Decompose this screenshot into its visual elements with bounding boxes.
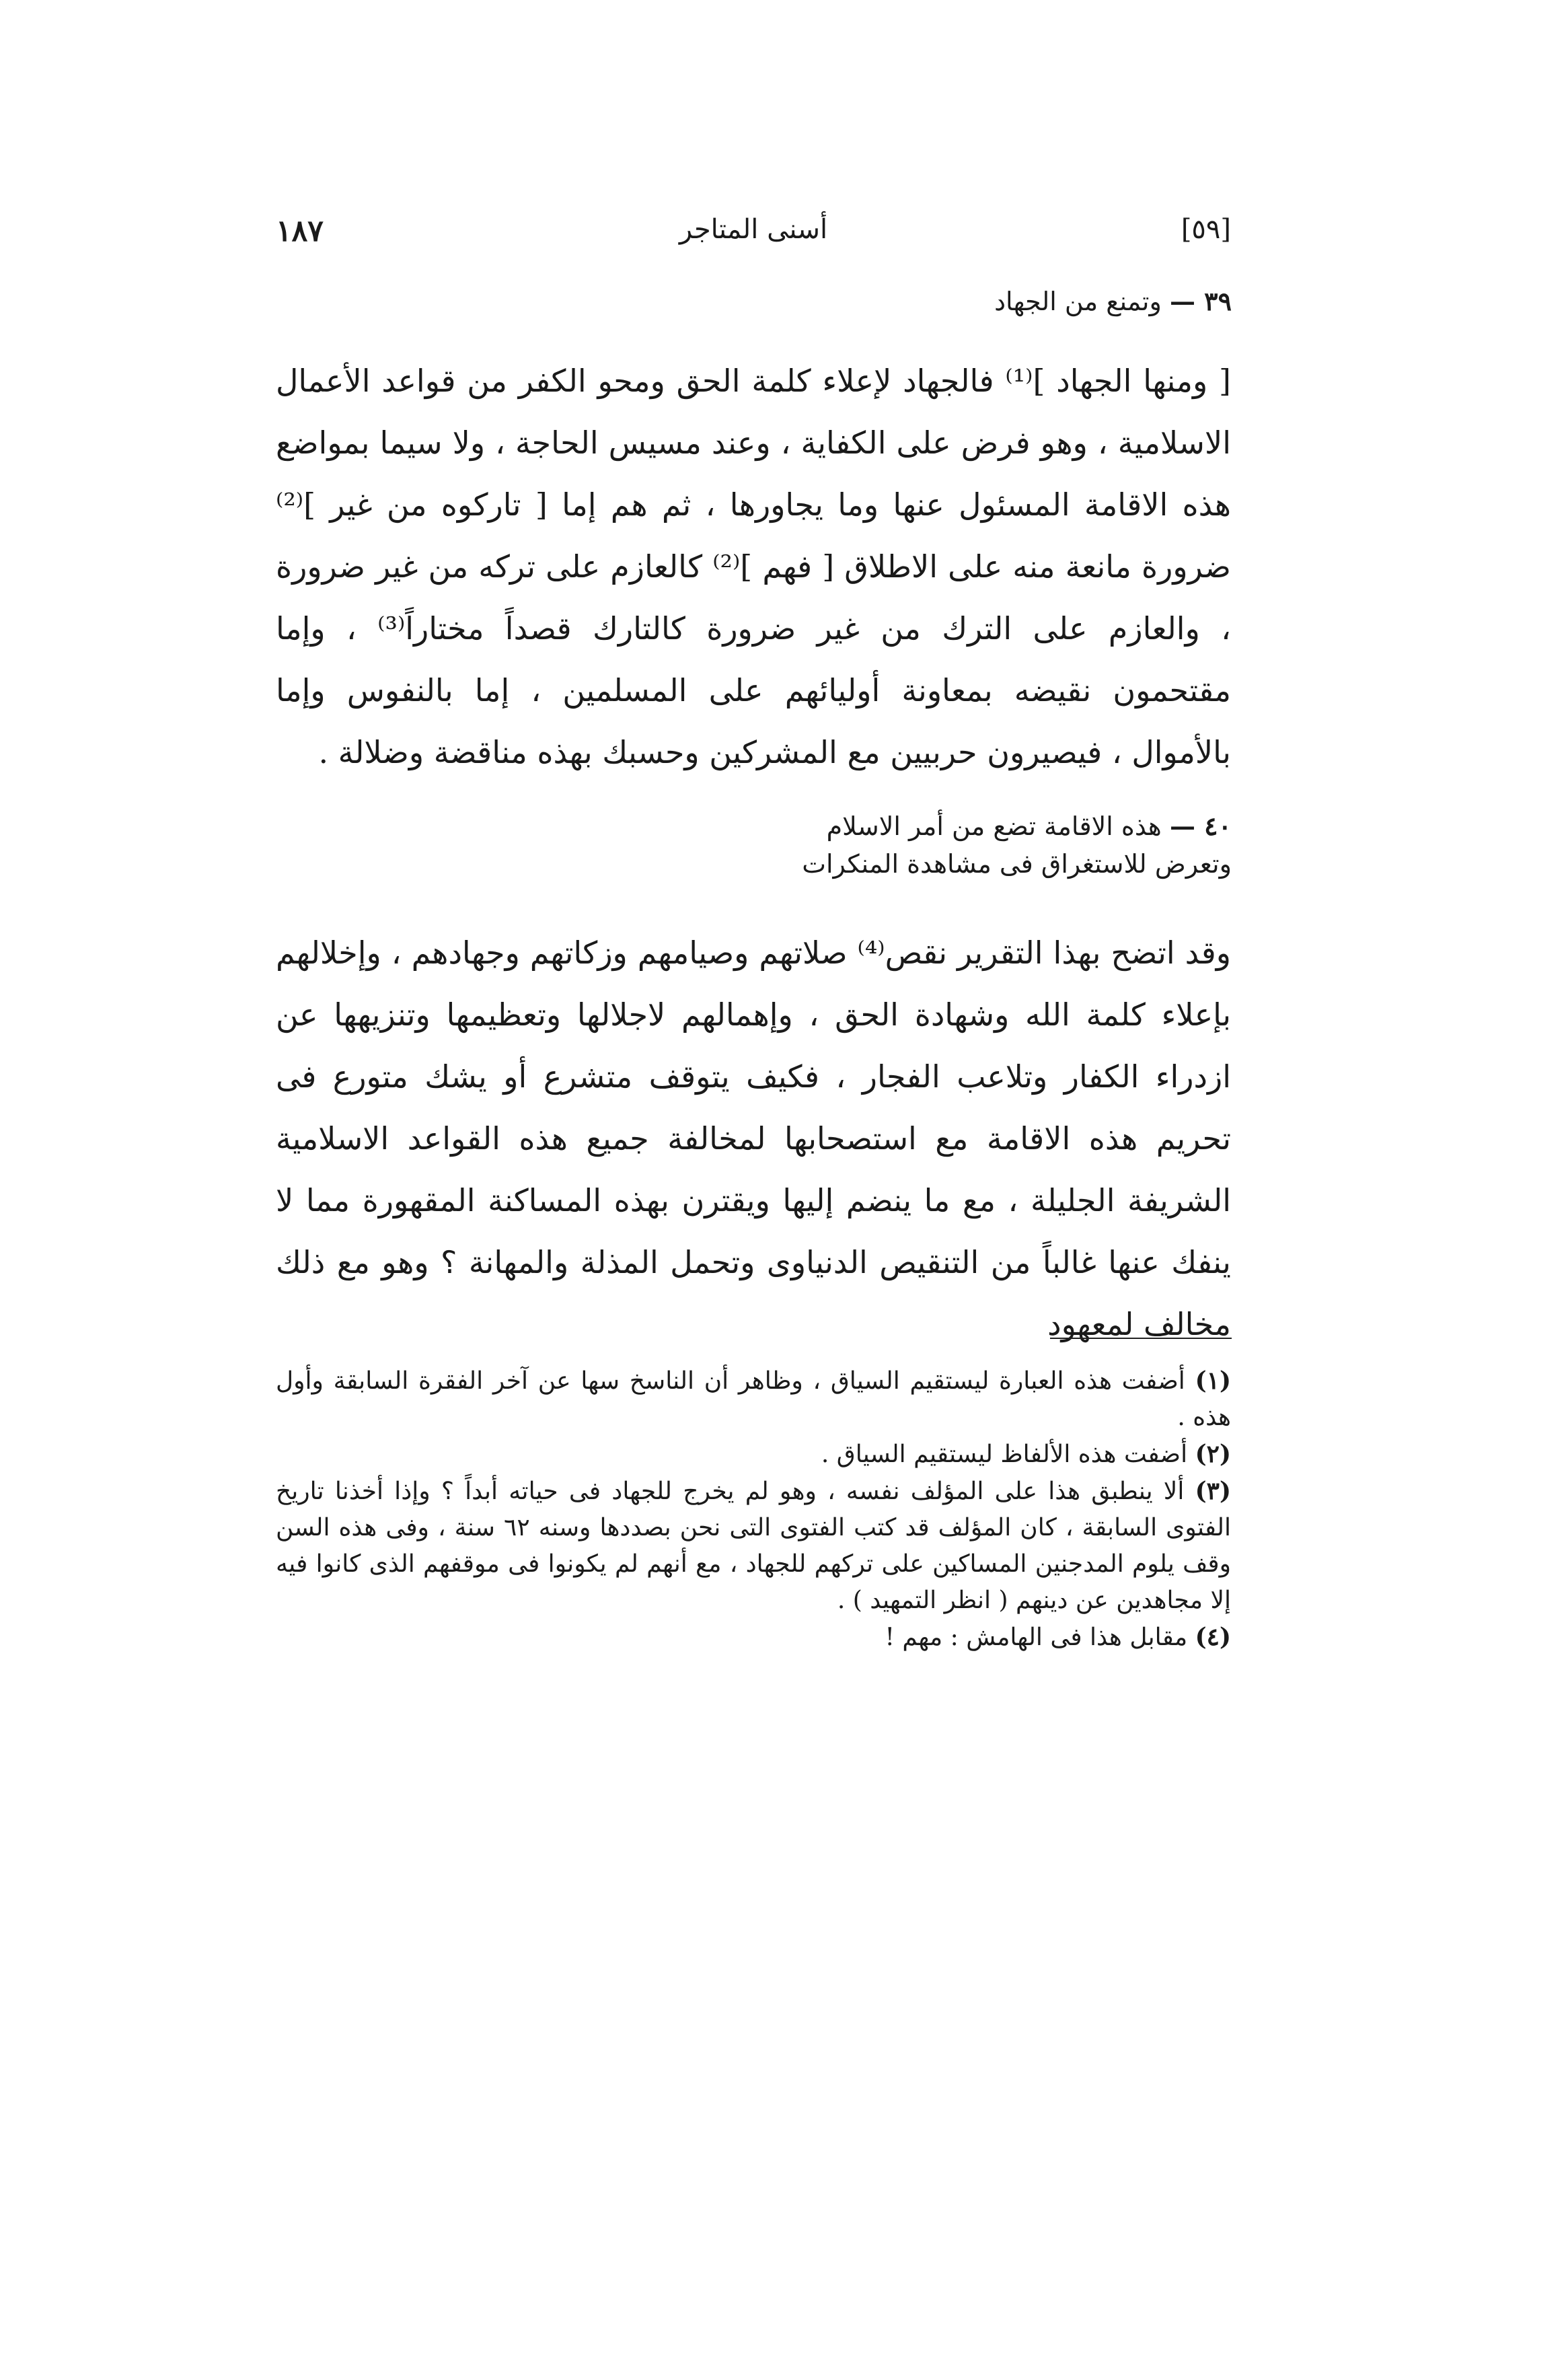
footnote-1	[276, 1363, 1231, 1436]
footnote-number: (٣)	[1195, 1477, 1231, 1505]
footnote-number: (١)	[1195, 1367, 1231, 1395]
footnote-2	[276, 1436, 1231, 1473]
running-header	[276, 214, 1231, 261]
footnote-text: أضفت هذه العبارة ليستقيم السياق ، وظاهر أن الناسخ سها عن آخر الفقرة السابقة وأول هذه .	[276, 1367, 1231, 1431]
footnote-number: (٤)	[1195, 1623, 1231, 1651]
footnote-text: أضفت هذه الألفاظ ليستقيم السياق .	[821, 1441, 1188, 1468]
body-paragraph-1	[276, 350, 1231, 783]
paragraph-text: [ ومنها الجهاد ]⁽¹⁾ فالجهاد لإعلاء كلمة الحق ومحو الكفر من قواعد الأعمال الاسلامية ، وهو فرض على الكفاية ، وعند مسيس الحاجة ، ولا سيما بمواضع هذه الاقامة المسئول عنها وما يجاورها ، ثم هم إما [ تاركوه من غير ]⁽²⁾ ضرورة مانعة منه على الاطلاق [ فهم ]⁽²⁾ كالعازم على تركه من غير ضرورة ، والعازم على الترك من غير ضرورة كالتارك قصداً مختاراً⁽³⁾ ، وإما مقتحمون نقيضه بمعاونة أوليائهم على المسلمين ، إما بالنفوس وإما بالأموال ، فيصيرون حربيين مع المشركين وحسبك بهذه مناقضة وضلالة .	[276, 363, 1232, 770]
section-number: [٥٩]	[1181, 214, 1231, 245]
heading-line-1: هذه الاقامة تضع من أمر الاسلام	[826, 811, 1162, 841]
heading-title: وتمنع من الجهاد	[994, 287, 1162, 316]
footnote-text: ألا ينطبق هذا على المؤلف نفسه ، وهو لم يخرج للجهاد فى حياته أبداً ؟ وإذا أخذنا تاريخ الفتوى السابقة ، كان المؤلف قد كتب الفتوى التى نحن بصددها وسنه ٦٢ سنة ، وفى هذه السن وقف يلوم المدجنين المساكين على تركهم للجهاد ، مع أنهم لم يكونوا فى موقفهم الذى كانوا فيه إلا مجاهدين عن دينهم ( انظر التمهيد ) .	[276, 1478, 1231, 1614]
footnote-3	[276, 1473, 1231, 1619]
footnotes	[276, 1363, 1231, 1656]
heading-number: ٤٠ —	[1169, 811, 1232, 841]
footnote-separator	[1050, 1338, 1232, 1339]
footnote-4	[276, 1619, 1231, 1656]
section-heading-39	[626, 283, 1232, 320]
heading-number: ٣٩ —	[1169, 286, 1232, 316]
footnote-number: (٢)	[1195, 1440, 1231, 1468]
page-number: ١٨٧	[276, 214, 324, 248]
heading-line-2: وتعرض للاستغراق فى مشاهدة المنكرات	[802, 849, 1232, 879]
body-paragraph-2	[276, 922, 1231, 1355]
running-title: أسنى المتاجر	[679, 214, 828, 245]
footnote-text: مقابل هذا فى الهامش : مهم !	[885, 1624, 1188, 1651]
paragraph-text: وقد اتضح بهذا التقرير نقص⁽⁴⁾ صلاتهم وصيامهم وزكاتهم وجهادهم ، وإخلالهم بإعلاء كلمة الله وشهادة الحق ، وإهمالهم لاجلالها وتعظيمها وتنزيهها عن ازدراء الكفار وتلاعب الفجار ، فكيف يتوقف متشرع أو يشك متورع فى تحريم هذه الاقامة مع استصحابها لمخالفة جميع هذه القواعد الاسلامية الشريفة الجليلة ، مع ما ينضم إليها ويقترن بهذه المساكنة المقهورة مما لا ينفك عنها غالباً من التنقيص الدنياوى وتحمل المذلة والمهانة ؟ وهو مع ذلك مخالف لمعهود	[276, 935, 1232, 1342]
section-heading-40	[626, 807, 1232, 883]
